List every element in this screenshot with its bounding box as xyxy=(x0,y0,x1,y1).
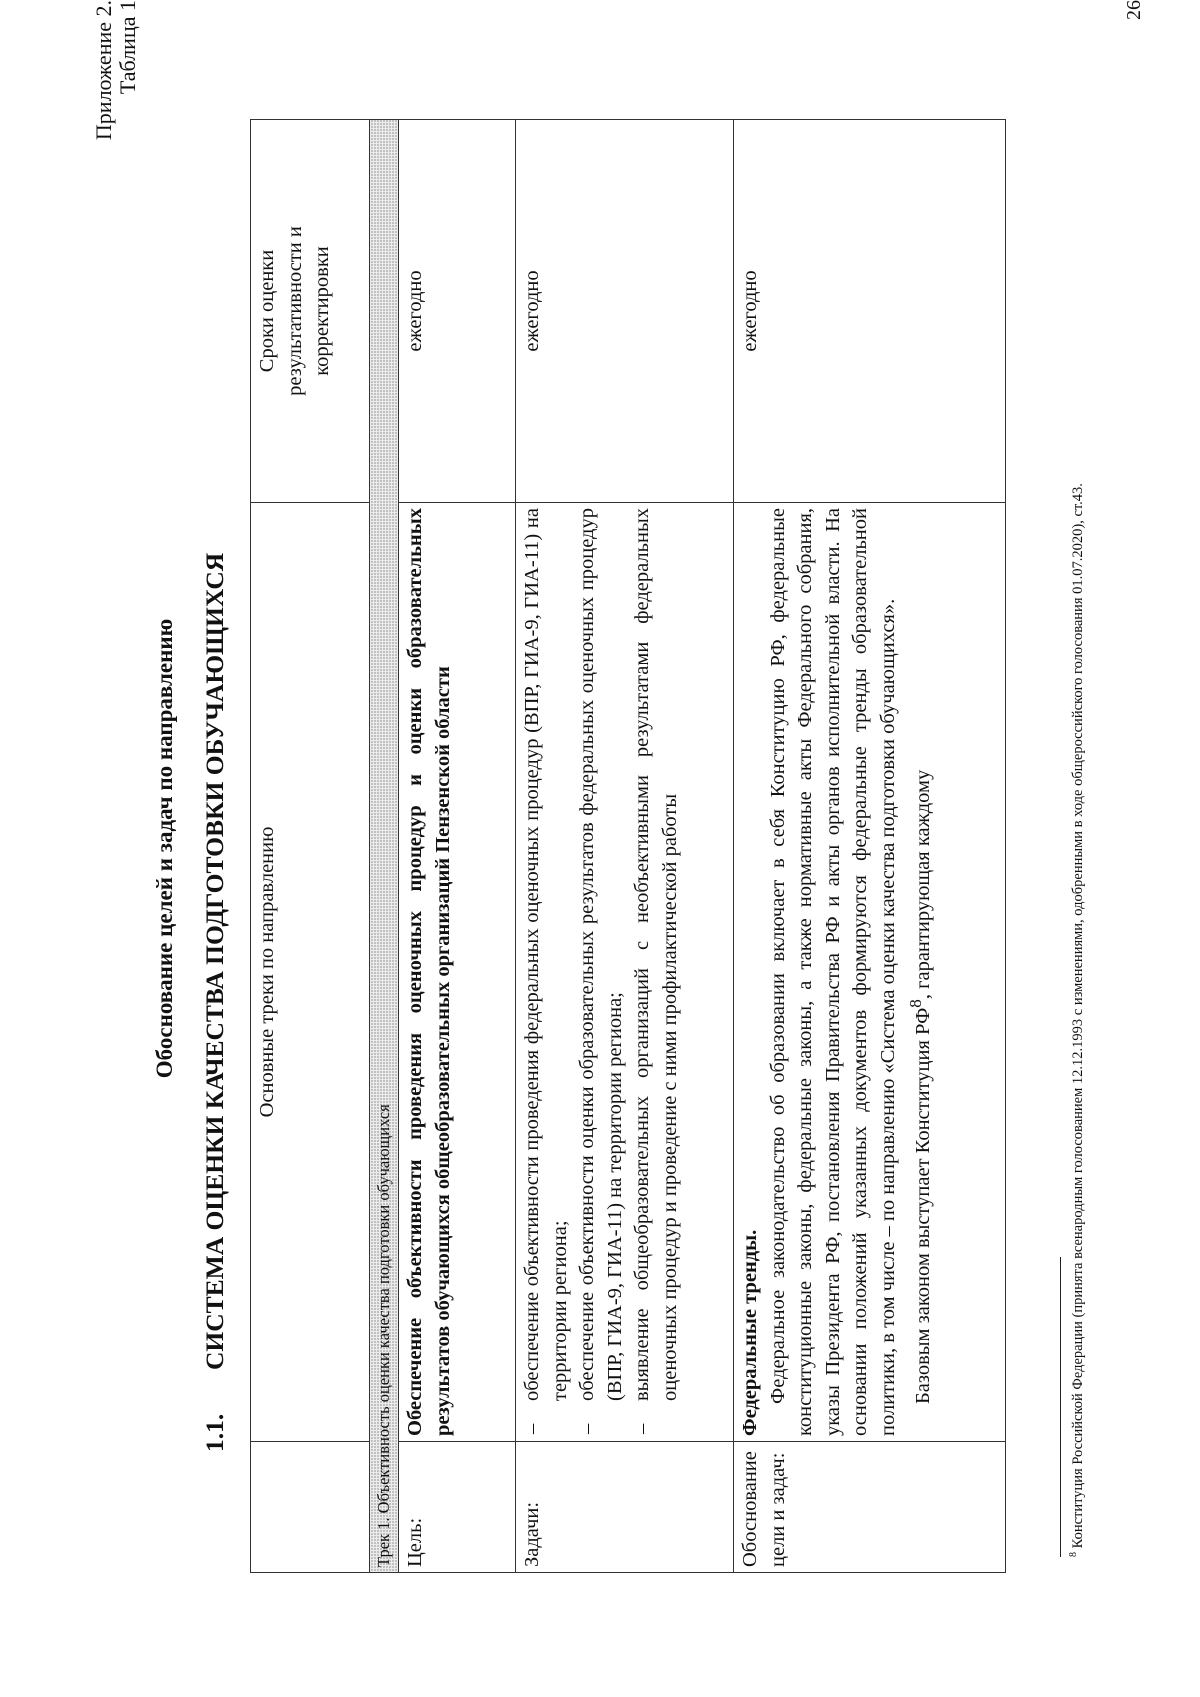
task-item: – обеспечение объективности оценки образовательных результатов федеральных оценочных процедур (ВПР, ГИА-9, ГИА-11) на территории региона; xyxy=(574,508,629,1436)
section-heading xyxy=(200,553,230,1452)
section-number: 1.1. xyxy=(200,1413,229,1452)
appendix-line-2: Таблица 1 xyxy=(115,0,140,95)
tasks-cell xyxy=(516,503,734,1442)
section-title: СИСТЕМА ОЦЕНКИ КАЧЕСТВА ПОДГОТОВКИ ОБУЧАЮЩИХСЯ xyxy=(200,552,229,1370)
basis-p2-end: , гарантирующая каждому xyxy=(911,769,934,1000)
goal-text: Обеспечение объективности проведения оценочных процедур и оценки образовательных результатов обучающихся общеобразовательных организаций Пензенской области xyxy=(399,503,516,1442)
track-row xyxy=(370,120,399,1573)
goal-term: ежегодно xyxy=(399,120,516,503)
tasks-term: ежегодно xyxy=(516,120,734,503)
header-row xyxy=(251,120,370,1573)
appendix-line-1: Приложение 2. xyxy=(91,0,116,141)
subtitle: Обоснование целей и задач по направлению xyxy=(152,618,177,1079)
basis-cell xyxy=(734,503,1006,1442)
basis-row xyxy=(734,120,1006,1573)
header-terms-line-3: корректировки xyxy=(311,246,333,376)
header-terms xyxy=(251,120,370,503)
goal-label: Цель: xyxy=(399,1442,516,1573)
basis-p2-start: Базовым законом выступает Конституция РФ xyxy=(911,1007,934,1404)
task-item: – выявление общеобразовательных организаций с необъективными результатами федеральных оценочных процедур и проведение с ними профилактической работы xyxy=(629,508,684,1436)
basis-title: Федеральные тренды. xyxy=(739,1229,761,1436)
footnote-ref: 8 xyxy=(906,999,925,1008)
header-tracks xyxy=(251,503,370,1442)
footnote xyxy=(1068,483,1087,1557)
tasks-list xyxy=(519,508,684,1436)
tasks-row xyxy=(516,120,734,1573)
basis-paragraph-2 xyxy=(902,508,937,1436)
appendix-label xyxy=(92,0,140,140)
goals-table xyxy=(250,119,1006,1573)
basis-term: ежегодно xyxy=(734,120,1006,503)
tasks-label: Задачи: xyxy=(516,1442,734,1573)
page-number: 26 xyxy=(1123,0,1145,20)
footnote-divider xyxy=(1060,1257,1061,1557)
footnote-mark: 8 xyxy=(1068,1552,1079,1557)
basis-label-line-1: Обоснование xyxy=(739,1451,761,1567)
goal-row xyxy=(399,120,516,1573)
basis-label-line-2: цели и задач: xyxy=(766,1452,789,1567)
header-terms-line-2: результативности и xyxy=(283,226,306,396)
basis-paragraph-1: Федеральное законодательство об образовании включает в себя Конституцию РФ, федеральные конституционные законы, федеральные законы, а также нормативные акты Федерального собрания, указы Президента РФ, постановления Правительства РФ и акты органов исполнительной власти. На основании положений указанных документов формируются федеральные тренды образовательной политики, в том числе – по направлению «Система оценки качества подготовки обучающихся». xyxy=(766,508,899,1436)
basis-label xyxy=(734,1442,1006,1573)
header-empty-cell xyxy=(251,1442,370,1573)
header-terms-line-1: Сроки оценки xyxy=(256,249,278,373)
track-cell xyxy=(370,120,399,1573)
header-tracks-text: Основные треки по направлению xyxy=(256,826,278,1118)
footnote-text: Конституция Российской Федерации (принята всенародным голосованием 12.12.1993 с изменениями, одобренными в ходе общероссийского голосования 01.07.2020), ст.43. xyxy=(1069,483,1086,1552)
task-item: – обеспечение объективности проведения федеральных оценочных процедур (ВПР, ГИА-9, ГИА-11) на территории региона; xyxy=(519,508,574,1436)
track-title: Трек 1. Объективность оценки качества подготовки обучающихся xyxy=(374,1104,393,1567)
